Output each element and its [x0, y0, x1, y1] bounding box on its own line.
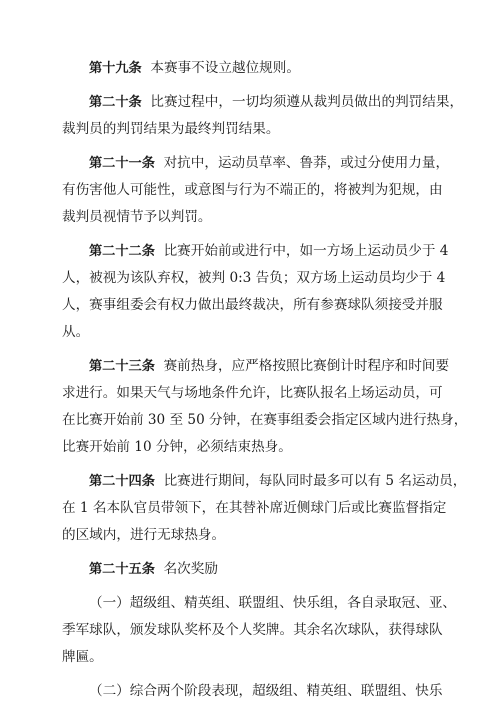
article-24-heading: 第二十四条	[89, 474, 155, 489]
article-19-text: 本赛事不设立越位规则。	[150, 60, 300, 76]
article-22-text-line-3: 人，赛事组委会有权力做出最终裁决，所有参赛球队须接受并服	[62, 297, 443, 313]
article-25-text: 名次奖励	[163, 561, 218, 577]
article-20-heading: 第二十条	[89, 95, 142, 110]
item-1-line-2: 季军球队，颁发球队奖杯及个人奖牌。其余名次球队，获得球队	[62, 622, 443, 638]
article-19	[89, 59, 500, 78]
article-23-text-line-1: 赛前热身，应严格按照比赛倒计时程序和时间要	[163, 358, 450, 374]
article-21-text-line-3: 裁判员视情节予以判罚。	[62, 209, 212, 225]
article-22-text-line-1: 比赛开始前或进行中，如一方场上运动员少于 4	[163, 243, 449, 259]
article-25-heading: 第二十五条	[89, 562, 155, 577]
article-23-heading: 第二十三条	[89, 359, 155, 374]
article-20	[89, 93, 500, 112]
article-20-text-line-1: 比赛过程中，一切均须遵从裁判员做出的判罚结果，	[150, 94, 464, 110]
article-23-text-line-3: 在比赛开始前 30 至 50 分钟，在赛事组委会指定区域内进行热身，	[62, 412, 468, 428]
article-21	[89, 154, 500, 173]
article-22	[89, 242, 500, 261]
article-22-text-line-4: 从。	[62, 324, 90, 340]
article-21-text-line-1: 对抗中，运动员草率、鲁莽，或过分使用力量，	[163, 155, 450, 171]
article-24-text-line-3: 的区域内，进行无球热身。	[62, 527, 226, 543]
article-20-text-line-2: 裁判员的判罚结果为最终判罚结果。	[62, 121, 280, 137]
article-19-heading: 第十九条	[89, 61, 142, 76]
article-24-text-line-1: 比赛进行期间，每队同时最多可以有 5 名运动员，	[163, 473, 467, 489]
article-25	[89, 560, 500, 579]
article-23	[89, 357, 500, 376]
article-21-text-line-2: 有伤害他人可能性，或意图与行为不端正的，将被判为犯规，由	[62, 182, 443, 198]
article-24-text-line-2: 在 1 名本队官员带领下，在其替补席近侧球门后或比赛监督指定	[62, 500, 447, 516]
article-21-heading: 第二十一条	[89, 156, 155, 171]
article-23-text-line-2: 求进行。如果天气与场地条件允许，比赛队报名上场运动员，可	[62, 385, 443, 401]
article-22-heading: 第二十二条	[89, 244, 155, 259]
item-1-line-3: 牌匾。	[62, 649, 103, 665]
article-22-text-line-2: 人，被视为该队弃权，被判 0:3 告负；双方场上运动员均少于 4	[62, 270, 446, 286]
article-24	[89, 472, 500, 491]
item-1-line-1: （一）超级组、精英组、联盟组、快乐组，各自录取冠、亚、	[89, 595, 457, 611]
article-23-text-line-4: 比赛开始前 10 分钟，必须结束热身。	[62, 439, 292, 455]
item-2-line-1: （二）综合两个阶段表现，超级组、精英组、联盟组、快乐	[89, 683, 443, 699]
